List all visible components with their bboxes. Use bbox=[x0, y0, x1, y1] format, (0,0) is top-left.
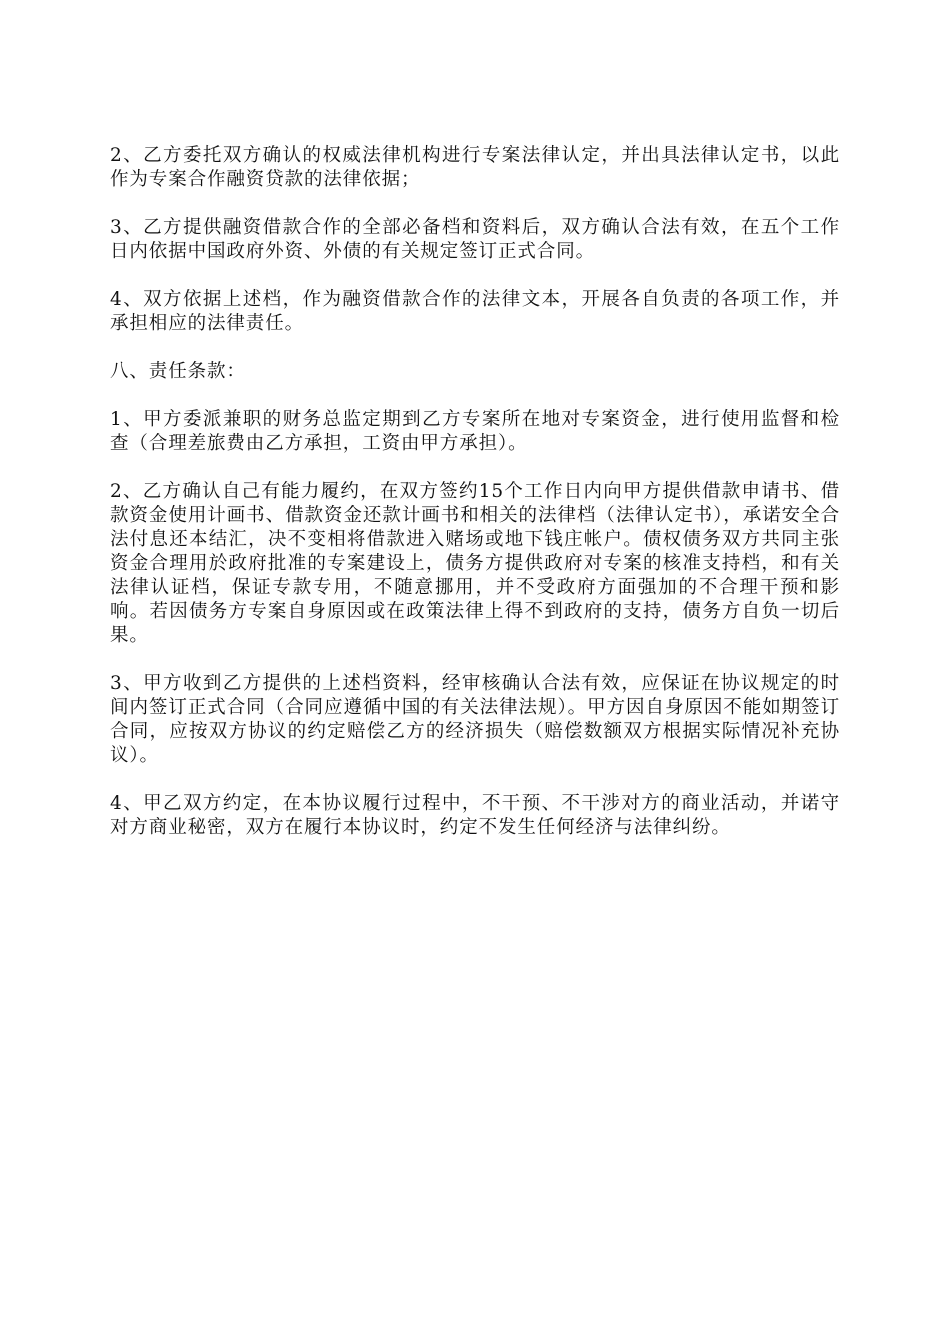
clause-7-4: 4、双方依据上述档，作为融资借款合作的法律文本，开展各自负责的各项工作，并承担相应的法律责任。 bbox=[110, 289, 840, 334]
section-heading-responsibility: 八、责任条款： bbox=[110, 361, 246, 382]
clause-7-2: 2、乙方委托双方确认的权威法律机构进行专案法律认定，并出具法律认定书，以此作为专案合作融资贷款的法律依据； bbox=[110, 145, 840, 190]
clause-8-4: 4、甲乙双方约定，在本协议履行过程中，不干预、不干涉对方的商业活动，并诺守对方商业秘密，双方在履行本协议时，约定不发生任何经济与法律纠纷。 bbox=[110, 793, 840, 838]
document-body bbox=[110, 144, 840, 864]
clause-8-1: 1、甲方委派兼职的财务总监定期到乙方专案所在地对专案资金，进行使用监督和检查（合理差旅费由乙方承担，工资由甲方承担）。 bbox=[110, 409, 840, 454]
clause-8-3: 3、甲方收到乙方提供的上述档资料，经审核确认合法有效，应保证在协议规定的时间内签订正式合同（合同应遵循中国的有关法律法规）。甲方因自身原因不能如期签订合同，应按双方协议的约定赔偿乙方的经济损失（赔偿数额双方根据实际情况补充协议）。 bbox=[110, 673, 840, 766]
clause-7-3: 3、乙方提供融资借款合作的全部必备档和资料后，双方确认合法有效，在五个工作日内依据中国政府外资、外债的有关规定签订正式合同。 bbox=[110, 217, 840, 262]
clause-8-2: 2、乙方确认自己有能力履约，在双方签约15个工作日内向甲方提供借款申请书、借款资金使用计画书、借款资金还款计画书和相关的法律档（法律认定书），承诺安全合法付息还本结汇，决不变相将借款进入赌场或地下钱庄帐户。债权债务双方共同主张资金合理用於政府批准的专案建设上，债务方提供政府对专案的核准支持档，和有关法律认证档，保证专款专用，不随意挪用，并不受政府方面强加的不合理干预和影响。若因债务方专案自身原因或在政策法律上得不到政府的支持，债务方自负一切后果。 bbox=[110, 481, 840, 646]
